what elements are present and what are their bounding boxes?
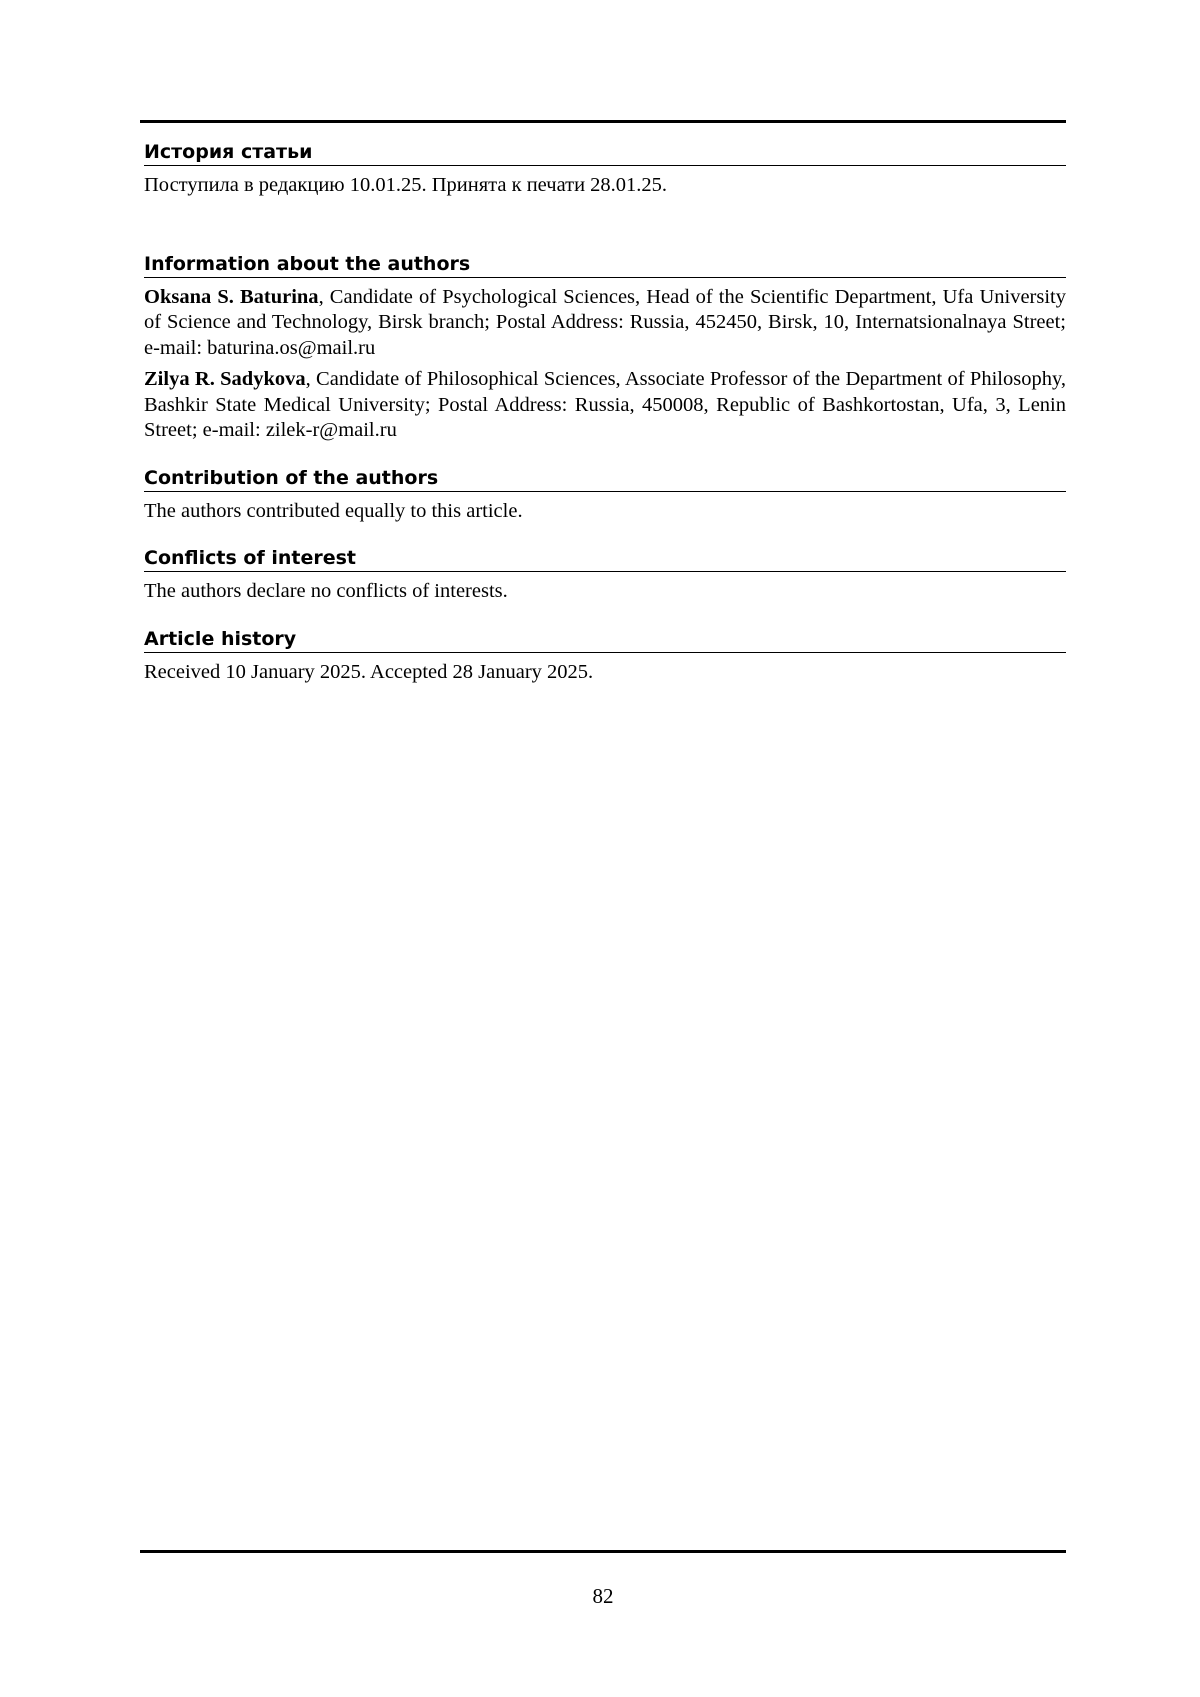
author-entry bbox=[144, 367, 1066, 444]
section-text: Поступила в редакцию 10.01.25. Принята к печати 28.01.25. bbox=[144, 174, 668, 196]
section-authors-info bbox=[144, 252, 1066, 444]
section-history-en bbox=[144, 627, 1066, 686]
author-entry bbox=[144, 285, 1066, 362]
section-conflicts bbox=[144, 546, 1066, 605]
author-details: , Candidate of Philosophical Sciences, Associate Professor of the Department of Philosophy, Bashkir State Medical University; Postal Address: Russia, 450008, Republic of Bashkortostan, Ufa, 3, Lenin Street; e-mail: zilek-r@mail.ru bbox=[144, 368, 1067, 441]
section-heading: История статьи bbox=[144, 140, 1066, 166]
section-text: The authors declare no conflicts of interests. bbox=[144, 580, 508, 602]
bottom-rule bbox=[140, 1550, 1066, 1553]
section-heading: Contribution of the authors bbox=[144, 466, 1066, 492]
section-history-ru bbox=[144, 140, 1066, 199]
author-name: Zilya R. Sadykova bbox=[144, 368, 306, 390]
page-number: 82 bbox=[592, 1584, 614, 1608]
author-details: , Candidate of Psychological Sciences, Head of the Scientific Department, Ufa University of Science and Technology, Birsk branch; Postal Address: Russia, 452450, Birsk, 10, Internatsionalnaya Street; e-mail: baturina.os@mail.ru bbox=[144, 285, 1066, 359]
section-heading: Article history bbox=[144, 627, 1066, 653]
section-text: Received 10 January 2025. Accepted 28 January 2025. bbox=[144, 660, 594, 683]
section-heading: Information about the authors bbox=[144, 252, 1066, 278]
section-heading: Conflicts of interest bbox=[144, 546, 1066, 572]
section-text: The authors contributed equally to this article. bbox=[144, 499, 523, 522]
top-rule bbox=[140, 120, 1066, 123]
section-contribution bbox=[144, 466, 1066, 525]
author-name: Oksana S. Baturina bbox=[144, 285, 319, 308]
page-content bbox=[144, 140, 1066, 685]
